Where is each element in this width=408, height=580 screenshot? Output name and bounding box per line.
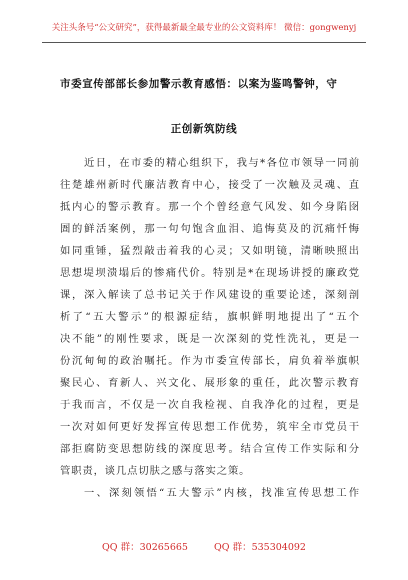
footer-qq-group-1: QQ 群：30265665 [102, 542, 188, 553]
body-line: 如同重锤，猛烈敲击着我的心灵；又如明镜，清晰映照出 [60, 245, 360, 257]
body-line: 圄的鲜活案例，那一句句饱含血泪、追悔莫及的沉痛忏悔 [60, 223, 360, 235]
body-line: 近日，在市委的精心组织下，我与*各位市领导一同前 [84, 157, 360, 169]
body-line: 析了“五大警示”的根源症结，旗帜鲜明地提出了“五个 [60, 311, 360, 323]
header-divider [42, 42, 366, 43]
body-line: 份沉甸甸的政治嘱托。作为市委宣传部长，肩负着举旗帜 [60, 355, 360, 367]
footer-contact [0, 539, 408, 553]
document-title-line-2: 正创新筑防线 [170, 123, 238, 135]
document-title-line-1: 市委宣传部部长参加警示教育感悟：以案为鉴鸣警钟，守 [60, 78, 338, 90]
body-line: 思想堤坝溃塌后的惨痛代价。特别是*在现场讲授的廉政党 [60, 267, 360, 279]
body-line: 抵内心的警示教育。那一个个曾经意气风发、如今身陷囹 [60, 201, 360, 213]
footer-qq-group-2: QQ 群：535304092 [213, 542, 306, 553]
body-line: 于我而言，不仅是一次自我检视、自我净化的过程，更是 [60, 399, 360, 411]
body-line: 往楚雄州新时代廉洁教育中心，接受了一次触及灵魂、直 [60, 179, 360, 191]
body-line: 一次对如何更好发挥宣传思想工作优势，筑牢全市党员干 [60, 421, 360, 433]
section-heading-line: 一、深刻领悟“五大警示”内核，找准宣传思想工作 [84, 487, 360, 499]
body-line: 部拒腐防变思想防线的深度思考。结合宣传工作实际和分 [60, 443, 360, 455]
body-line: 决不能”的刚性要求，既是一次深刻的党性洗礼，更是一 [60, 333, 360, 345]
body-line: 聚民心、育新人、兴文化、展形象的重任，此次警示教育 [60, 377, 360, 389]
body-line: 管职责，谈几点切肤之感与落实之策。 [60, 465, 251, 477]
header-promo-text: 关注头条号“公文研究”，获得最新最全最专业的公文资料库！ 微信：gongwenyj [51, 23, 357, 33]
body-line: 课，深入解读了总书记关于作风建设的重要论述，深刻剖 [60, 289, 360, 301]
